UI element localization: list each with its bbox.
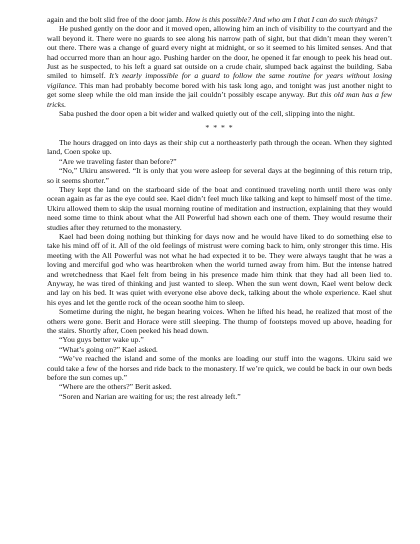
text-segment: They kept the land on the starboard side of the boat and continued traveling north until there was only ocean again as far as the eye could see. Kael didn’t feel much like talking and kept to himself most of the time. Ukiru allowed them to skip the usual morning routine of meditation and instruction, explaining that they would need some time to think about what the All Powerful had shown each one of them. They would resume their studies after they returned to the monastery. bbox=[47, 184, 392, 232]
paragraph bbox=[47, 157, 392, 166]
text-segment: This man had probably become bored with his task long ago, and tonight was just another night to get some sleep while the old man inside the jail couldn’t possibly escape anyway. bbox=[47, 80, 392, 100]
text-segment: “Soren and Narian are waiting for us; the rest already left.” bbox=[59, 391, 241, 401]
section-separator bbox=[47, 123, 392, 132]
text-segment: Saba pushed the door open a bit wider and walked quietly out of the cell, slipping into the night. bbox=[59, 109, 355, 119]
text-segment: Kael had been doing nothing but thinking for days now and he would have liked to do something else to take his mind off of it. All of the old feelings of mistrust were coming back to him, only stronger this time. His meeting with the All Powerful was not what he had expected it to be. They were always taught that he was a loving and merciful god who was heartbroken when the world turned away from him. But the intense hatred and wretchedness that Kael felt from being in his presence made him think that they had all been lied to. Anyway, he was tired of thinking and just wanted to sleep. When the sun went down, Kael went below deck and lay on his bed. It was quiet with everyone else above deck, talking about the whole experience. Kael shut his eyes and let the gentle rock of the ocean soothe him to sleep. bbox=[47, 231, 392, 307]
text-segment: “Where are the others?” Berit asked. bbox=[59, 382, 172, 392]
italic-text: It’s nearly impossible for a guard to follow the same routine for years without losing vigilance. bbox=[47, 71, 392, 90]
text-segment: “No,” Ukiru answered. “It is only that you were asleep for several days at the beginning of this return trip, so it seems shorter.” bbox=[47, 166, 392, 185]
italic-text: How is this possible? And who am I that I can do such things? bbox=[185, 15, 378, 24]
text-segment: “We’ve reached the island and some of the monks are loading our stuff into the wagons. Ukiru said we could take a few of the horses and ride back to the monastery. If we’re quick, we could be back in our own beds before the sun comes up.” bbox=[47, 354, 392, 383]
paragraph bbox=[47, 24, 392, 109]
paragraph bbox=[47, 109, 392, 118]
paragraph bbox=[47, 354, 392, 382]
paragraph bbox=[47, 166, 392, 185]
italic-text: But this old man has a few tricks. bbox=[47, 90, 392, 109]
paragraph bbox=[47, 15, 392, 24]
text-segment: The hours dragged on into days as their ship cut a northeasterly path through the ocean. When they sighted land, Coen spoke up. bbox=[47, 137, 392, 157]
paragraph bbox=[47, 382, 392, 391]
paragraph bbox=[47, 345, 392, 354]
text-segment: “What’s going on?” Kael asked. bbox=[59, 344, 158, 354]
paragraph bbox=[47, 138, 392, 157]
text-segment: Sometime during the night, he began hearing voices. When he lifted his head, he realized that most of the others were gone. Berit and Horace were still sleeping. The thump of footsteps moved up above, heading for the stairs. Shortly after, Coen peeked his head down. bbox=[47, 307, 392, 335]
text-segment: “You guys better wake up.” bbox=[59, 335, 144, 345]
paragraph bbox=[47, 335, 392, 344]
text-segment: He pushed gently on the door and it moved open, allowing him an inch of visibility to the courtyard and the wall beyond it. There were no guards to see along his narrow path of sight, but that didn’t mean they weren’t out there. There was a change of guard every night at midnight, or so it seemed to his limited senses. And that had occurred more than an hour ago. Pushing harder on the door, he opened it far enough to peek his head out. Just as he suspected, to his left a guard sat outside on a crude chair, slumped back against the building. Saba smiled to himself. bbox=[47, 24, 392, 81]
text-segment: again and the bolt slid free of the door jamb. bbox=[47, 15, 186, 24]
paragraph bbox=[47, 392, 392, 401]
paragraph bbox=[47, 185, 392, 232]
paragraph bbox=[47, 232, 392, 307]
paragraph bbox=[47, 307, 392, 335]
text-segment: “Are we traveling faster than before?” bbox=[59, 156, 177, 166]
text-segment: * * * * bbox=[205, 123, 234, 133]
